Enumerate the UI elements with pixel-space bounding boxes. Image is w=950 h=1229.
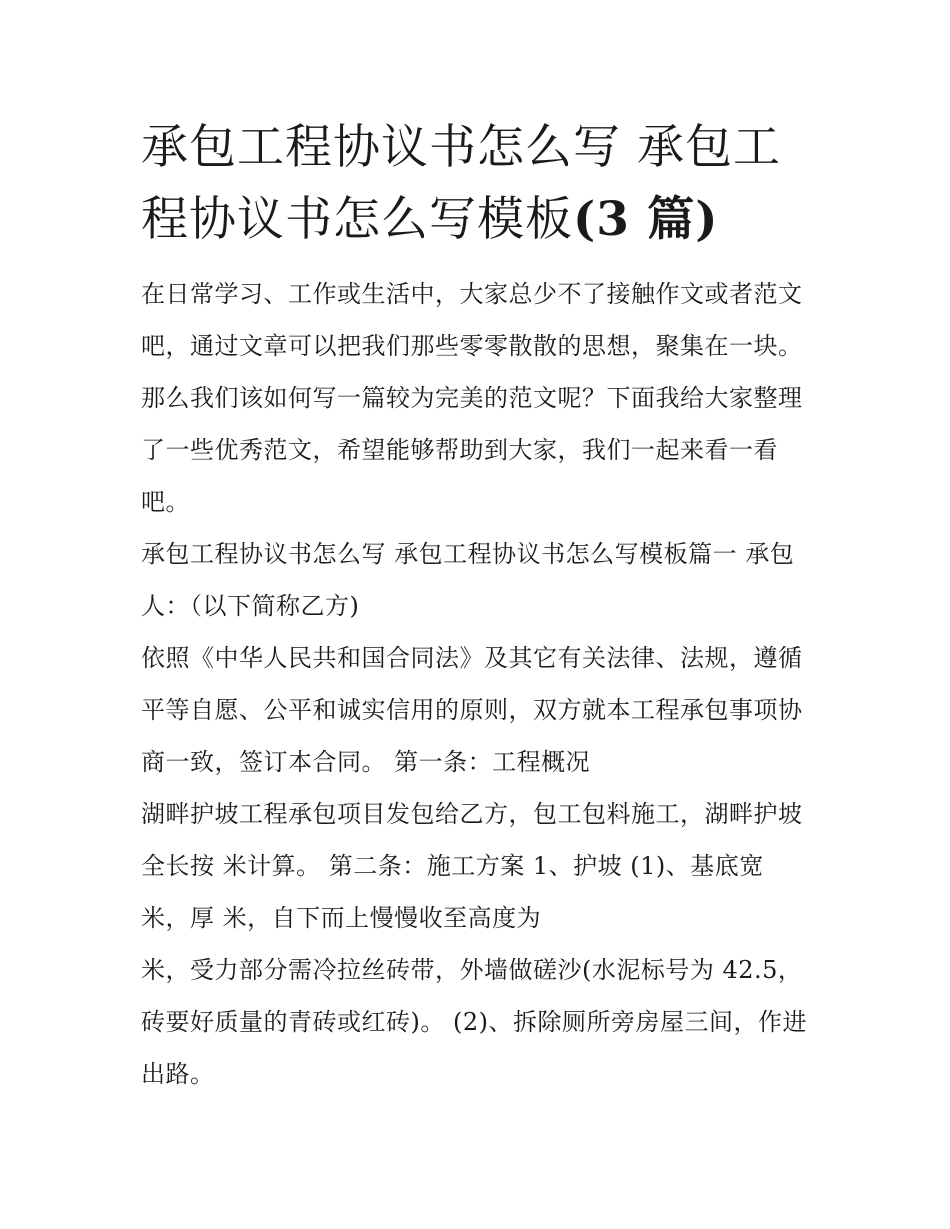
document-title — [141, 112, 813, 256]
intro-paragraph: 在日常学习、工作或生活中，大家总少不了接触作文或者范文吧，通过文章可以把我们那些零零散散的思想，聚集在一块。那么我们该如何写一篇较为完美的范文呢？下面我给大家整理了一些优秀范文，希望能够帮助到大家，我们一起来看一看吧。 — [141, 280, 803, 516]
title-main: 承包工程协议书怎么写 承包工程协议书怎么写模板 — [141, 120, 781, 247]
document-page — [141, 112, 813, 1100]
legal-basis-paragraph: 依照《中华人民共和国合同法》及其它有关法律、法规，遵循平等自愿、公平和诚实信用的原则，双方就本工程承包事项协商一致，签订本合同。 第一条：工程概况 — [141, 644, 803, 776]
project-scope-paragraph: 湖畔护坡工程承包项目发包给乙方，包工包料施工，湖畔护坡全长按 米计算。 第二条：施工方案 1、护坡 (1)、基底宽 米，厚 米，自下而上慢慢收至高度为 — [141, 800, 803, 932]
title-suffix: (3 篇) — [573, 192, 719, 247]
section-heading-paragraph: 承包工程协议书怎么写 承包工程协议书怎么写模板篇一 承包人：（以下简称乙方) — [141, 540, 795, 620]
construction-details-paragraph: 米，受力部分需冷拉丝砖带，外墙做磋沙(水泥标号为 42.5，砖要好质量的青砖或红砖)。 (2)、拆除厕所旁房屋三间，作进出路。 — [141, 956, 807, 1088]
